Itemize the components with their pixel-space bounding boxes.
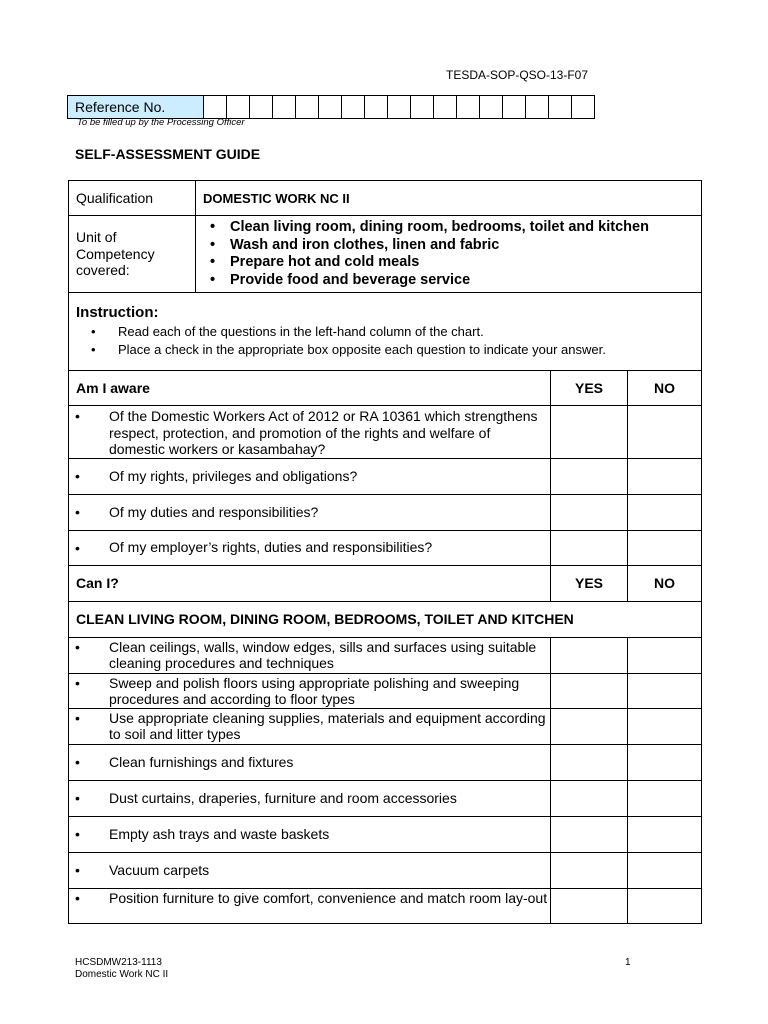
reference-box[interactable] xyxy=(296,96,319,119)
yes-checkbox[interactable] xyxy=(551,530,628,565)
reference-box[interactable] xyxy=(273,96,296,119)
can-heading: Can I? xyxy=(69,565,551,601)
no-checkbox[interactable] xyxy=(628,530,702,565)
can-question: • Position furniture to give comfort, convenience and match room lay-out xyxy=(69,888,551,923)
document-code: TESDA-SOP-QSO-13-F07 xyxy=(446,68,589,82)
no-header: NO xyxy=(628,565,702,601)
reference-box[interactable] xyxy=(526,96,549,119)
aware-question: • Of the Domestic Workers Act of 2012 or RA 10361 which strengthens respect, protection, and promotion of the rights and welfare of domestic workers or kasambahay? xyxy=(69,406,551,459)
reference-box[interactable] xyxy=(204,96,227,119)
reference-box[interactable] xyxy=(480,96,503,119)
aware-heading: Am I aware xyxy=(69,371,551,406)
yes-checkbox[interactable] xyxy=(551,406,628,459)
reference-box[interactable] xyxy=(319,96,342,119)
can-question: • Clean furnishings and fixtures xyxy=(69,744,551,780)
unit-item: • Wash and iron clothes, linen and fabric xyxy=(196,237,701,255)
reference-label: Reference No. xyxy=(68,96,204,119)
yes-header: YES xyxy=(551,371,628,406)
instruction-title: Instruction: xyxy=(76,304,159,321)
yes-checkbox[interactable] xyxy=(551,708,628,744)
reference-box[interactable] xyxy=(411,96,434,119)
footer-code: HCSDMW213-1113 xyxy=(75,957,162,968)
aware-question: • Of my employer’s rights, duties and responsibilities? xyxy=(69,530,551,565)
yes-checkbox[interactable] xyxy=(551,673,628,708)
no-checkbox[interactable] xyxy=(628,673,702,708)
qualification-label: Qualification xyxy=(69,181,196,216)
footer xyxy=(75,957,168,981)
yes-checkbox[interactable] xyxy=(551,816,628,852)
no-checkbox[interactable] xyxy=(628,458,702,494)
unit-item: • Prepare hot and cold meals xyxy=(196,254,701,272)
yes-checkbox[interactable] xyxy=(551,637,628,673)
instruction-item: • Place a check in the appropriate box opposite each question to indicate your answer. xyxy=(69,341,701,359)
reference-box[interactable] xyxy=(572,96,595,119)
yes-header: YES xyxy=(551,565,628,601)
no-checkbox[interactable] xyxy=(628,744,702,780)
reference-box[interactable] xyxy=(227,96,250,119)
instruction-cell xyxy=(69,293,702,371)
reference-note: To be filled up by the Processing Officer xyxy=(77,117,245,128)
no-header: NO xyxy=(628,371,702,406)
yes-checkbox[interactable] xyxy=(551,458,628,494)
reference-box[interactable] xyxy=(434,96,457,119)
reference-box[interactable] xyxy=(365,96,388,119)
reference-number-table xyxy=(67,95,595,119)
no-checkbox[interactable] xyxy=(628,816,702,852)
reference-box[interactable] xyxy=(388,96,411,119)
can-question: • Empty ash trays and waste baskets xyxy=(69,816,551,852)
reference-box[interactable] xyxy=(549,96,572,119)
no-checkbox[interactable] xyxy=(628,406,702,459)
instruction-item: • Read each of the questions in the left-hand column of the chart. xyxy=(69,323,701,341)
unit-of-competency-list xyxy=(196,216,702,293)
unit-item: • Provide food and beverage service xyxy=(196,272,701,290)
footer-qualification: Domestic Work NC II xyxy=(75,969,169,980)
can-question: • Vacuum carpets xyxy=(69,852,551,888)
no-checkbox[interactable] xyxy=(628,637,702,673)
can-question: • Sweep and polish floors using appropriate polishing and sweeping procedures and according to floor types xyxy=(69,673,551,708)
yes-checkbox[interactable] xyxy=(551,852,628,888)
aware-question: • Of my rights, privileges and obligations? xyxy=(69,458,551,494)
page-title: SELF-ASSESSMENT GUIDE xyxy=(75,146,261,162)
reference-box[interactable] xyxy=(503,96,526,119)
no-checkbox[interactable] xyxy=(628,780,702,816)
no-checkbox[interactable] xyxy=(628,852,702,888)
reference-box[interactable] xyxy=(457,96,480,119)
no-checkbox[interactable] xyxy=(628,708,702,744)
qualification-value: DOMESTIC WORK NC II xyxy=(196,181,702,216)
yes-checkbox[interactable] xyxy=(551,494,628,530)
can-question: • Use appropriate cleaning supplies, materials and equipment according to soil and litter types xyxy=(69,708,551,744)
page-number: 1 xyxy=(625,957,631,968)
yes-checkbox[interactable] xyxy=(551,888,628,923)
can-question: • Clean ceilings, walls, window edges, sills and surfaces using suitable cleaning procedures and techniques xyxy=(69,637,551,673)
yes-checkbox[interactable] xyxy=(551,744,628,780)
yes-checkbox[interactable] xyxy=(551,780,628,816)
reference-box[interactable] xyxy=(342,96,365,119)
unit-of-competency-label: Unit of Competency covered: xyxy=(69,216,196,293)
aware-question: • Of my duties and responsibilities? xyxy=(69,494,551,530)
no-checkbox[interactable] xyxy=(628,494,702,530)
section-heading: CLEAN LIVING ROOM, DINING ROOM, BEDROOMS, TOILET AND KITCHEN xyxy=(69,601,702,637)
no-checkbox[interactable] xyxy=(628,888,702,923)
can-question: • Dust curtains, draperies, furniture and room accessories xyxy=(69,780,551,816)
unit-item: • Clean living room, dining room, bedrooms, toilet and kitchen xyxy=(196,219,701,237)
reference-box[interactable] xyxy=(250,96,273,119)
assessment-table xyxy=(68,180,702,924)
